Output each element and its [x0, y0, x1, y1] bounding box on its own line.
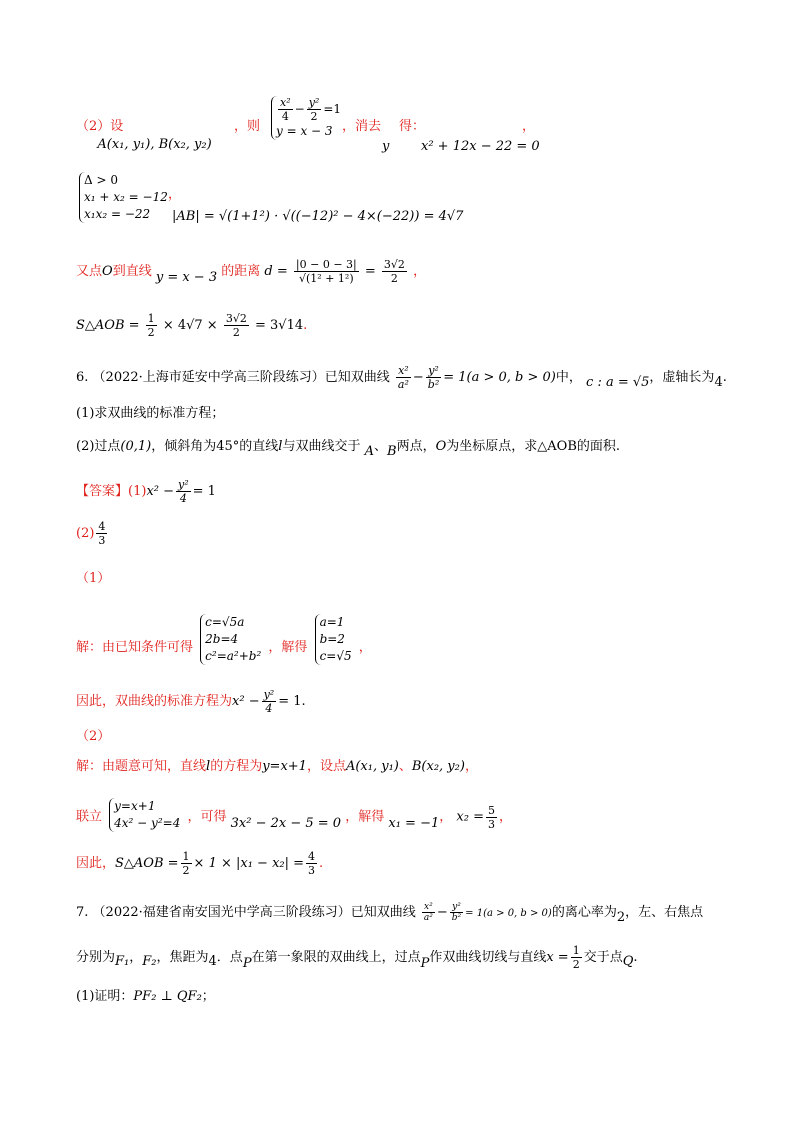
p5-comma1: ， — [522, 119, 536, 134]
p6-dot: . — [722, 370, 727, 385]
p6-answer-1: 【答案】(1)x² − $\frac{\text{y²}}{4}$ = 1 — [76, 478, 216, 505]
p5-setup-line — [76, 96, 730, 154]
p6-source: （2022·上海市延安中学高三阶段练习）已知双曲线 — [92, 370, 390, 385]
p6-four: 4 — [714, 375, 723, 390]
p5-area-lhs: S△AOB = — [76, 318, 140, 333]
p5-quad: x² + 12x − 22 = 0 — [421, 139, 540, 154]
p6-sol1-system: c=√5a 2b=4 c²=a²+b² — [200, 614, 261, 665]
p5-ab-points: A(x₁, y₁), B(x₂, y₂) — [97, 137, 212, 152]
p5-area-f1: $\frac{1}{2}$ — [147, 312, 155, 339]
p5-area-mid: × 4√7 × — [162, 318, 218, 333]
p6-sol1: 解：由已知条件可得 c=√5a 2b=4 c²=a²+b² ，解得 a=1 b=2 c=√5 ， — [76, 615, 372, 663]
p6-sol1-conclusion: 因此，双曲线的标准方程为x² − $\frac{\text{y²}}{4}$ = 1. — [76, 688, 306, 715]
p6-answer-2: (2) $\frac{4}{3}$ — [76, 520, 106, 547]
p5-comma2: ， — [168, 187, 182, 202]
p5-d-eq: = — [364, 264, 376, 279]
p5-area-res: = 3√14 — [255, 318, 304, 333]
p5-d-lhs: d = — [264, 264, 288, 279]
p7-statement-2: 分别为F₁，F₂，焦距为4．点P在第一象限的双曲线上，过点P作双曲线切线与直线x = $\frac{1}{2}$ 交于点Q. — [76, 944, 638, 971]
p5-ab-length: |AB| = √(1+1²) · √((−12)² − 4×(−22)) = 4√7 — [172, 209, 464, 224]
p7-statement-1: 7. （2022·福建省南安国光中学高三阶段练习）已知双曲线 $\frac{\text{x²}}{\text{a²}}$ − $\frac{\text{y²}}{\text{b²}}$ = 1(a > 0, b > 0)的离心率为2，左、右焦点 — [76, 902, 704, 925]
p5-var-y: y — [382, 139, 390, 154]
p5-part2-label: （2）设 — [76, 119, 124, 134]
p6-zhong: 中， — [555, 370, 582, 385]
p6-q1: (1)求双曲线的标准方程； — [76, 406, 225, 421]
p5-eliminate: ，消去 — [342, 119, 382, 134]
p6-imag-axis: ，虚轴长为 — [649, 370, 715, 385]
p7-q1: (1)证明：PF₂ ⊥ QF₂； — [76, 989, 215, 1004]
p5-system: $\frac{\text{x²}}{4}$ − $\frac{\text{y²}}{2}$ =1 y = x − 3 — [271, 96, 341, 140]
p6-hyp-rhs: = 1(a > 0, b > 0) — [443, 370, 556, 385]
p5-line: y = x − 3 — [155, 270, 218, 285]
p6-statement: 6. （2022·上海市延安中学高三阶段练习）已知双曲线 $\frac{\text{x²}}{\text{a²}}$ − $\frac{\text{y²}}{\text{b²}}$ = 1(a > 0, b > 0)中， c : a = √5，虚轴长为4. — [76, 364, 727, 391]
p5-d-frac: $\frac{|0 - 0 - 3|}{\text{√(1² + 1²)}}$ — [295, 258, 357, 285]
p5-O: O — [102, 264, 113, 279]
p5-area-line — [76, 312, 730, 339]
p6-sol2-conclusion: 因此，S△AOB = $\frac{1}{2}$ × 1 × |x₁ − x₂| = $\frac{4}{3}$ . — [76, 850, 324, 877]
p5-then: ，则 — [234, 119, 261, 134]
p5-area-f2: $\frac{3√2}{2}$ — [225, 312, 247, 339]
p5-get: 得： — [399, 119, 426, 134]
p5-distance-line — [76, 258, 730, 285]
p5-dist-label: 的距离 — [221, 264, 261, 279]
p6-sol2-label: （2） — [76, 729, 111, 744]
p5-dist-mid: 到直线 — [112, 264, 152, 279]
p6-sol1-result: a=1 b=2 c=√5 — [315, 614, 352, 665]
p6-sol2-system: y=x+1 4x² − y²=4 — [109, 798, 180, 832]
p5-comma3: ， — [413, 264, 427, 279]
p5-period: . — [303, 318, 308, 333]
p6-sol1-label: （1） — [76, 571, 111, 586]
p6-ratio: c : a = √5 — [586, 375, 650, 390]
p6-hyp-f2: $\frac{\text{y²}}{\text{b²}}$ — [427, 364, 440, 391]
p5-conditions: Δ > 0 x₁ + x₂ = −12 x₁x₂ = −22 — [79, 172, 168, 223]
p6-num: 6. — [76, 370, 89, 385]
p5-d-frac2: $\frac{3√2}{2}$ — [383, 258, 405, 285]
p6-sol2-join: 联立 y=x+1 4x² − y²=4 ，可得 3x² − 2x − 5 = 0 ，解得 x₁ = −1， x₂ = $\frac{5}{3}$ ， — [76, 799, 512, 831]
p6-hyp-f1: $\frac{\text{x²}}{\text{a²}}$ — [397, 364, 409, 391]
p6-sol2-setup: 解：由题意可知，直线l的方程为y=x+1，设点A(x₁, y₁)、B(x₂, y₂)， — [76, 759, 478, 774]
p5-dist-prefix: 又点 — [76, 264, 103, 279]
p6-q2: (2)过点(0,1)，倾斜角为45°的直线l与双曲线交于 A、B两点，O为坐标原点，求△AOB的面积. — [76, 439, 621, 459]
p6-answer-tag: 【答案】 — [76, 484, 129, 499]
